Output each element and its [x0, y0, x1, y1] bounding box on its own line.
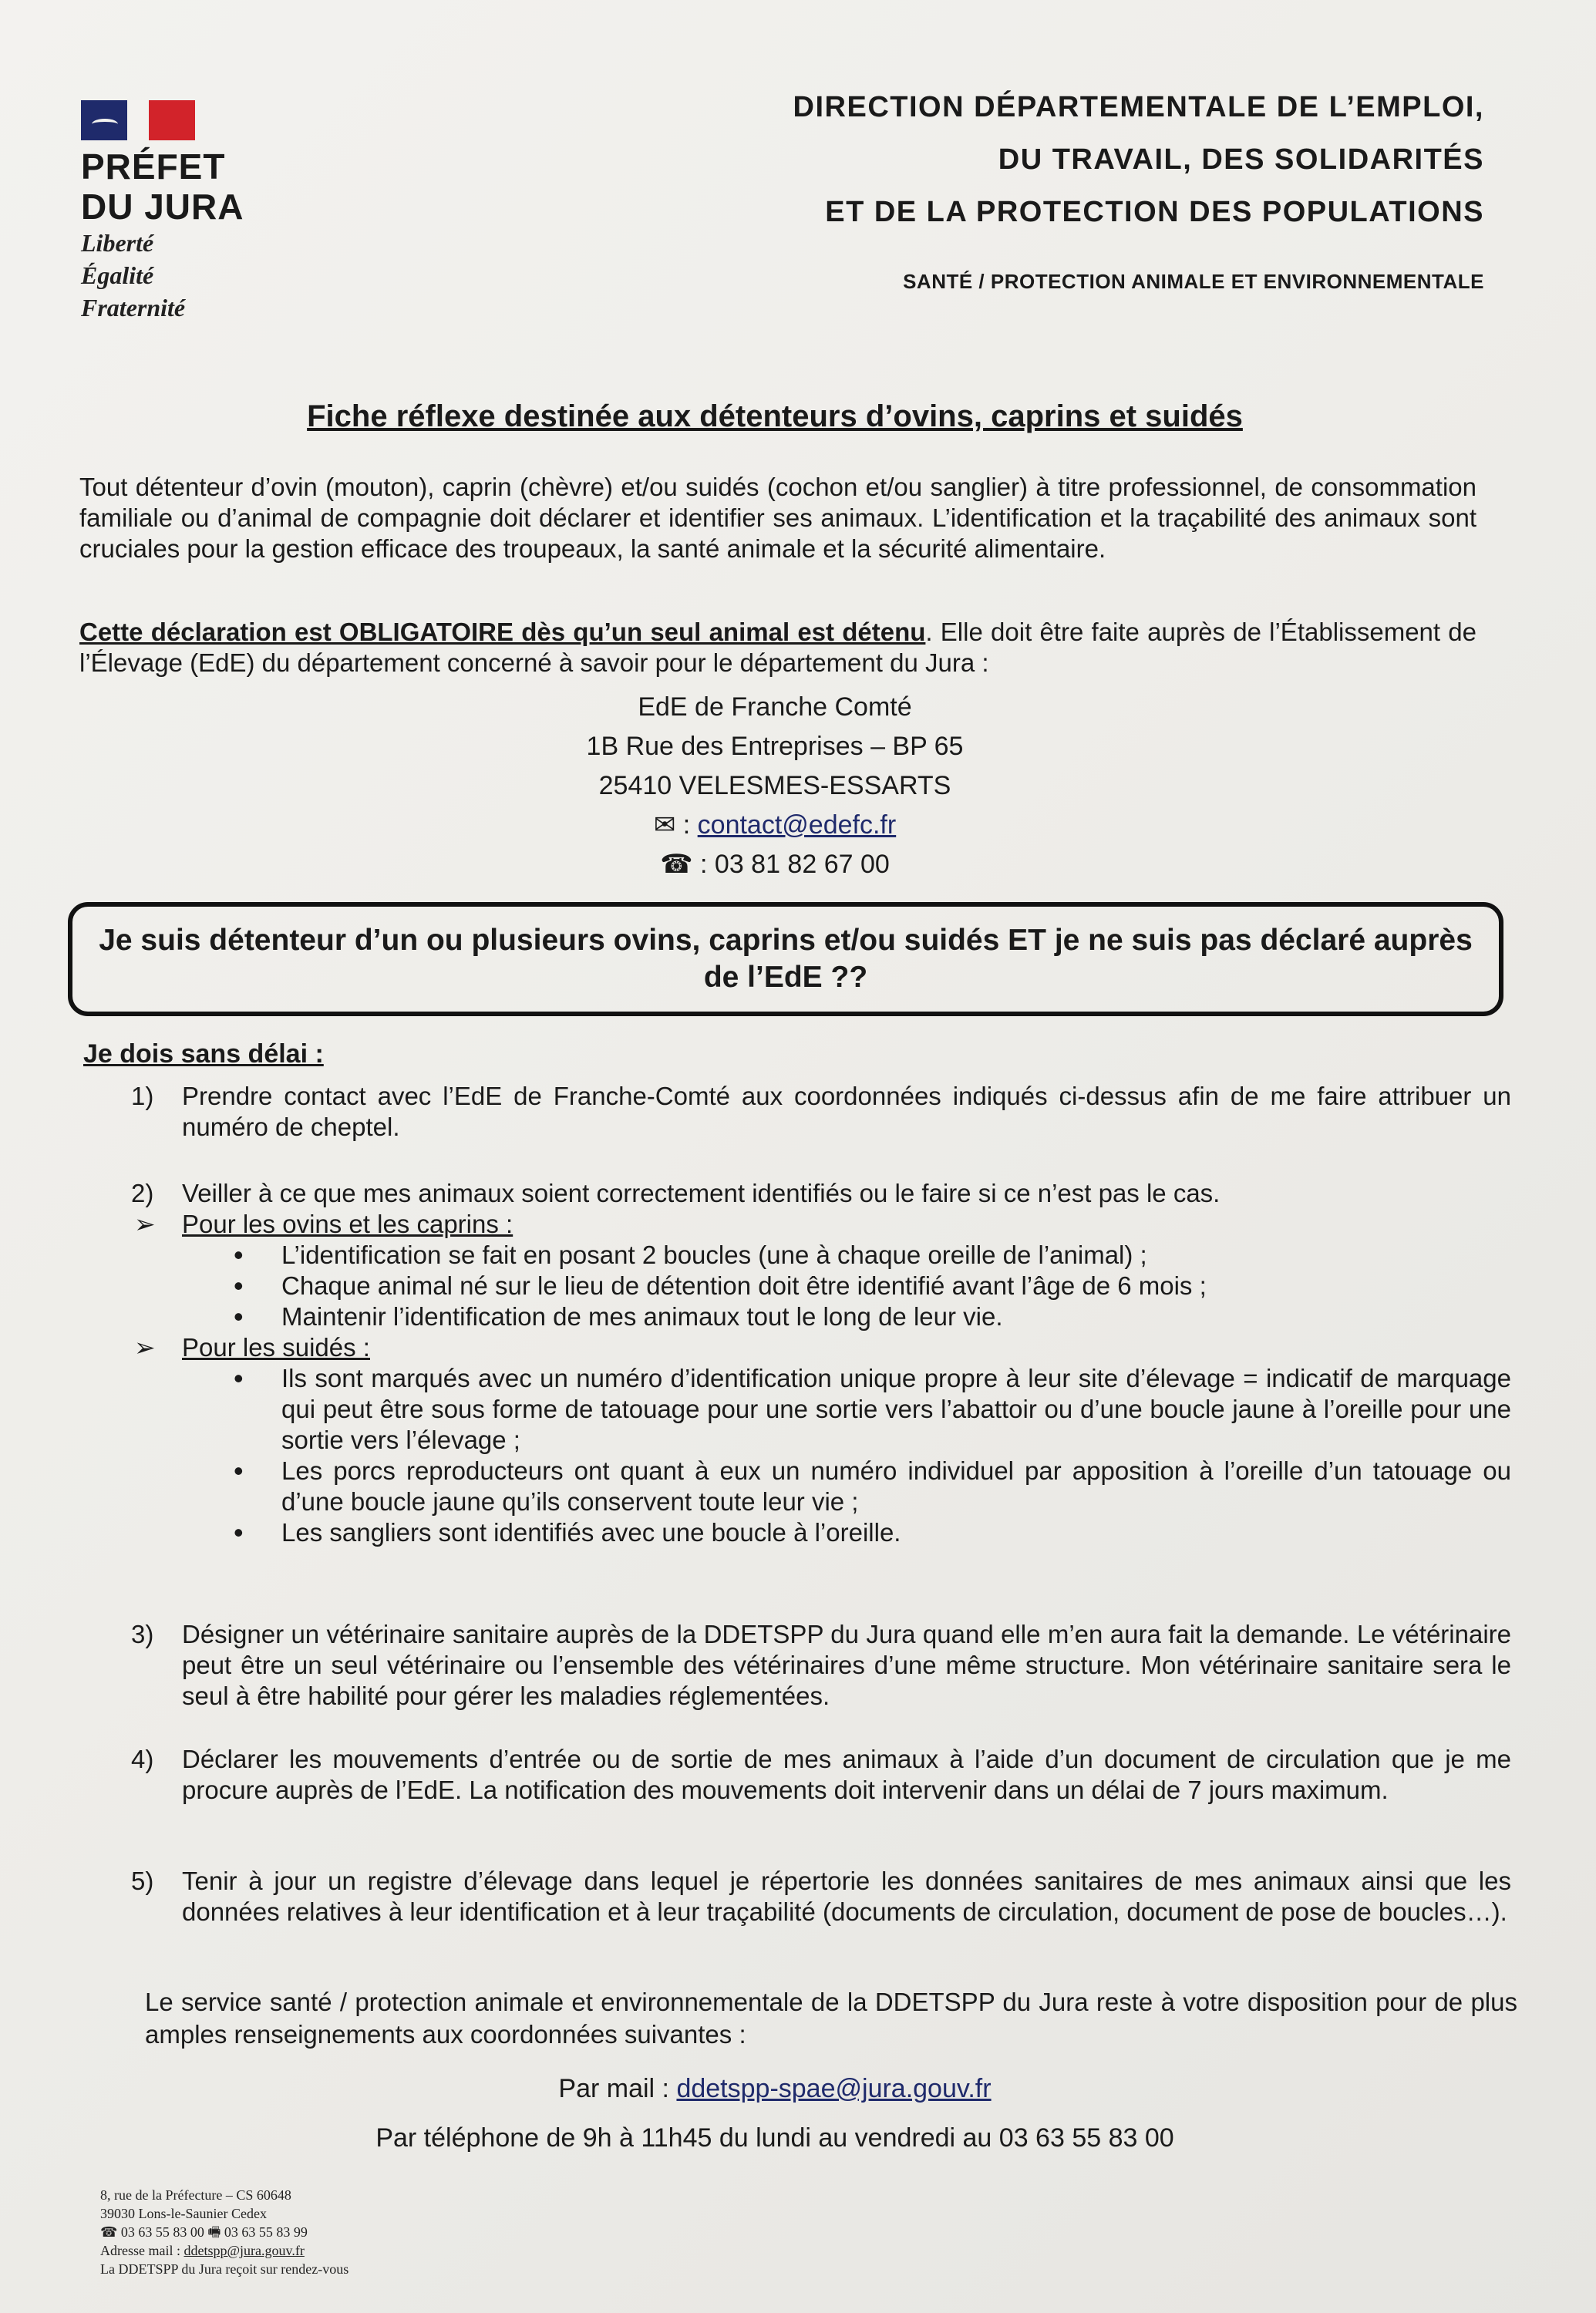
ede-city: 25410 VELESMES-ESSARTS	[598, 771, 951, 800]
footer-line-1: 8, rue de la Préfecture – CS 60648	[100, 2187, 291, 2203]
ede-email-link[interactable]: contact@edefc.fr	[697, 810, 897, 840]
phone-icon: ☎	[660, 850, 693, 879]
marianne-flag-icon	[81, 100, 195, 140]
document-title: Fiche réflexe destinée aux détenteurs d’ovins, caprins et suidés	[307, 399, 1243, 433]
step-5-text: Tenir à jour un registre d’élevage dans lequel je répertorie les données sanitaires de mes animaux ainsi que les données relatives à leur identification et à leur traçabilité (documents de circulation, document de pose de boucles…).	[182, 1867, 1511, 1926]
step-5	[131, 1866, 1511, 1928]
footer-line-2: 39030 Lons-le-Saunier Cedex	[100, 2206, 267, 2221]
step-3-number: 3)	[131, 1620, 154, 1648]
step-4	[131, 1744, 1511, 1806]
question-text: Je suis détenteur d’un ou plusieurs ovins, caprins et/ou suidés ET je ne suis pas déclaré auprès de l’EdE ??	[99, 924, 1473, 994]
footer-mail-label: Adresse mail :	[100, 2243, 184, 2258]
ovins-list	[131, 1240, 1511, 1332]
intro-paragraph: Tout détenteur d’ovin (mouton), caprin (chèvre) et/ou suidés (cochon et/ou sanglier) à titre professionnel, de consommation familiale ou d’animal de compagnie doit déclarer et identifier ses animaux. L’identification et la traçabilité des animaux sont cruciales pour la gestion efficace des troupeaux, la santé animale et la sécurité alimentaire.	[79, 473, 1476, 563]
step-1-text: Prendre contact avec l’EdE de Franche-Comté aux coordonnées indiqués ci-dessus afin de me faire attribuer un numéro de cheptel.	[182, 1082, 1511, 1141]
contact-phone-row: Par téléphone de 9h à 11h45 du lundi au vendredi au 03 63 55 83 00	[375, 2123, 1174, 2153]
ede-street: 1B Rue des Entreprises – BP 65	[586, 732, 964, 761]
envelope-icon: ✉	[653, 810, 676, 840]
ede-name: EdE de Franche Comté	[638, 692, 912, 722]
list-item: • Chaque animal né sur le lieu de détention doit être identifié avant l’âge de 6 mois ;	[281, 1271, 1511, 1301]
arrow-icon: ➢	[134, 1333, 156, 1362]
contact-mail-link[interactable]: ddetspp-spae@jura.gouv.fr	[676, 2074, 992, 2103]
ede-address	[0, 688, 1550, 884]
contact-mail-label: Par mail :	[558, 2074, 677, 2103]
suides-subheading	[131, 1332, 1511, 1363]
step-2	[131, 1178, 1511, 1548]
declaration-rest: . Elle doit être faite auprès de l’Établissement de l’Élevage (EdE) du département concerné à savoir pour le département du Jura :	[79, 618, 1476, 677]
org-name-line1: PRÉFET	[81, 146, 226, 187]
suides-list	[131, 1363, 1511, 1548]
step-3	[131, 1619, 1511, 1712]
footer-line-3: ☎ 03 63 55 83 00 🖷 03 63 55 83 99	[100, 2224, 308, 2240]
ede-phone: 03 81 82 67 00	[714, 850, 890, 879]
service-name: SANTÉ / PROTECTION ANIMALE ET ENVIRONNEMENTALE	[903, 270, 1484, 293]
step-2-text: Veiller à ce que mes animaux soient correctement identifiés ou le faire si ce n’est pas le cas.	[182, 1179, 1221, 1207]
direction-heading	[793, 81, 1484, 238]
ovins-subheading	[131, 1209, 1511, 1240]
direction-line-2: DU TRAVAIL, DES SOLIDARITÉS	[998, 143, 1484, 176]
org-name-line2: DU JURA	[81, 187, 244, 227]
ede-email-row: ✉ : contact@edefc.fr	[653, 810, 897, 840]
step-4-text: Déclarer les mouvements d’entrée ou de sortie de mes animaux à l’aide d’un document de circulation que je me procure auprès de l’EdE. La notification des mouvements doit intervenir dans un délai de 7 jours maximum.	[182, 1745, 1511, 1804]
list-item: • Maintenir l’identification de mes animaux tout le long de leur vie.	[281, 1301, 1511, 1332]
footer-mail-link[interactable]: ddetspp@jura.gouv.fr	[184, 2243, 305, 2258]
step-3-text: Désigner un vétérinaire sanitaire auprès de la DDETSPP du Jura quand elle m’en aura fait la demande. Le vétérinaire peut être un seul vétérinaire ou l’ensemble des vétérinaires d’une même structure. Mon vétérinaire sanitaire sera le seul à être habilité pour gérer les maladies réglementées.	[182, 1620, 1511, 1710]
list-item: • Les sangliers sont identifiés avec une boucle à l’oreille.	[281, 1517, 1511, 1548]
question-box	[68, 902, 1503, 1016]
footer-mail-row	[100, 2241, 348, 2260]
list-item: • L’identification se fait en posant 2 boucles (une à chaque oreille de l’animal) ;	[281, 1240, 1511, 1271]
direction-line-1: DIRECTION DÉPARTEMENTALE DE L’EMPLOI,	[793, 91, 1484, 123]
motto-egalite: Égalité	[81, 261, 154, 289]
step-4-number: 4)	[131, 1745, 154, 1773]
footer-address	[100, 2186, 348, 2278]
step-1	[131, 1081, 1511, 1143]
ovins-title: Pour les ovins et les caprins :	[182, 1210, 513, 1238]
ede-phone-row: ☎ : 03 81 82 67 00	[660, 850, 890, 879]
list-item: • Ils sont marqués avec un numéro d’identification unique propre à leur site d’élevage = indicatif de marquage qui peut être sous forme de tatouage pour une sortie vers l’abattoir ou d’une boucle jaune à l’oreille pour une sortie vers l’élevage ;	[281, 1363, 1511, 1456]
step-1-number: 1)	[131, 1082, 154, 1110]
contact-mail-row	[0, 2074, 1550, 2104]
step-2-number: 2)	[131, 1179, 154, 1207]
suides-title: Pour les suidés :	[182, 1333, 370, 1362]
list-item: • Les porcs reproducteurs ont quant à eux un numéro individuel par apposition à l’oreille d’un tatouage ou d’une boucle jaune qu’ils conservent toute leur vie ;	[281, 1456, 1511, 1517]
motto-liberte: Liberté	[81, 229, 154, 257]
footer-line-5: La DDETSPP du Jura reçoit sur rendez-vous	[100, 2261, 349, 2277]
direction-line-3: ET DE LA PROTECTION DES POPULATIONS	[825, 196, 1484, 228]
arrow-icon: ➢	[134, 1210, 156, 1238]
declaration-mandatory: Cette déclaration est OBLIGATOIRE dès qu’un seul animal est détenu	[79, 618, 926, 646]
declaration-paragraph	[79, 617, 1476, 678]
prefet-logo	[81, 100, 312, 324]
motto-fraternite: Fraternité	[81, 294, 186, 322]
closing-paragraph: Le service santé / protection animale et environnementale de la DDETSPP du Jura reste à votre disposition pour de plus amples renseignements aux coordonnées suivantes :	[145, 1988, 1517, 2049]
step-5-number: 5)	[131, 1867, 154, 1895]
lead-heading: Je dois sans délai :	[83, 1039, 324, 1069]
